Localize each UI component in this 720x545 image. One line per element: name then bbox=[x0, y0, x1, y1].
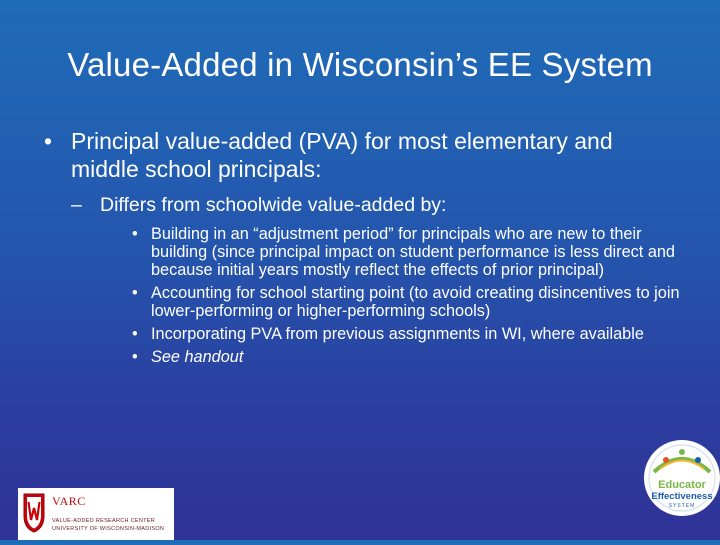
subbullet-text: Differs from schoolwide value-added by: bbox=[100, 194, 447, 216]
subbullet-differs bbox=[71, 193, 684, 218]
ee-logo-line1: Educator bbox=[658, 479, 706, 491]
bullet-marker: • bbox=[132, 348, 138, 366]
detail-item-starting-point bbox=[132, 284, 692, 320]
bullet-marker: • bbox=[132, 225, 138, 243]
varc-title: VARC bbox=[52, 494, 86, 508]
detail-item-adjustment bbox=[132, 225, 692, 279]
page-title: Value-Added in Wisconsin’s EE System bbox=[67, 46, 653, 83]
slide-body bbox=[44, 127, 684, 371]
detail-list bbox=[132, 225, 692, 366]
ee-logo-line2: Effectiveness bbox=[651, 491, 713, 502]
detail-text: Incorporating PVA from previous assignments in WI, where available bbox=[151, 325, 644, 343]
varc-logo bbox=[18, 488, 174, 540]
educator-effectiveness-logo bbox=[640, 436, 720, 540]
bullet-marker: • bbox=[132, 325, 138, 343]
bullet-marker: • bbox=[132, 284, 138, 302]
detail-text: See handout bbox=[151, 348, 244, 366]
detail-text: Accounting for school starting point (to avoid creating disincentives to join lower-performing or higher-performing schools) bbox=[151, 284, 680, 320]
bullet-marker: • bbox=[44, 128, 53, 154]
bullet-text: Principal value-added (PVA) for most elementary and middle school principals: bbox=[71, 128, 613, 182]
varc-center-name: VALUE-ADDED RESEARCH CENTER bbox=[52, 518, 156, 524]
bullet-principal-pva bbox=[44, 127, 684, 183]
detail-item-previous-pva bbox=[132, 325, 692, 343]
educator-effectiveness-emblem-icon bbox=[640, 436, 720, 540]
ee-logo-line3: SYSTEM bbox=[668, 503, 696, 509]
varc-university-name: UNIVERSITY OF WISCONSIN-MADISON bbox=[52, 526, 165, 532]
detail-item-handout bbox=[132, 348, 692, 366]
dash-marker: – bbox=[71, 194, 82, 216]
detail-text: Building in an “adjustment period” for principals who are new to their building (since principal impact on student performance is less direct and because initial years mostly reflect the effects of prior principal) bbox=[151, 225, 675, 279]
uw-crest-icon bbox=[22, 490, 46, 534]
